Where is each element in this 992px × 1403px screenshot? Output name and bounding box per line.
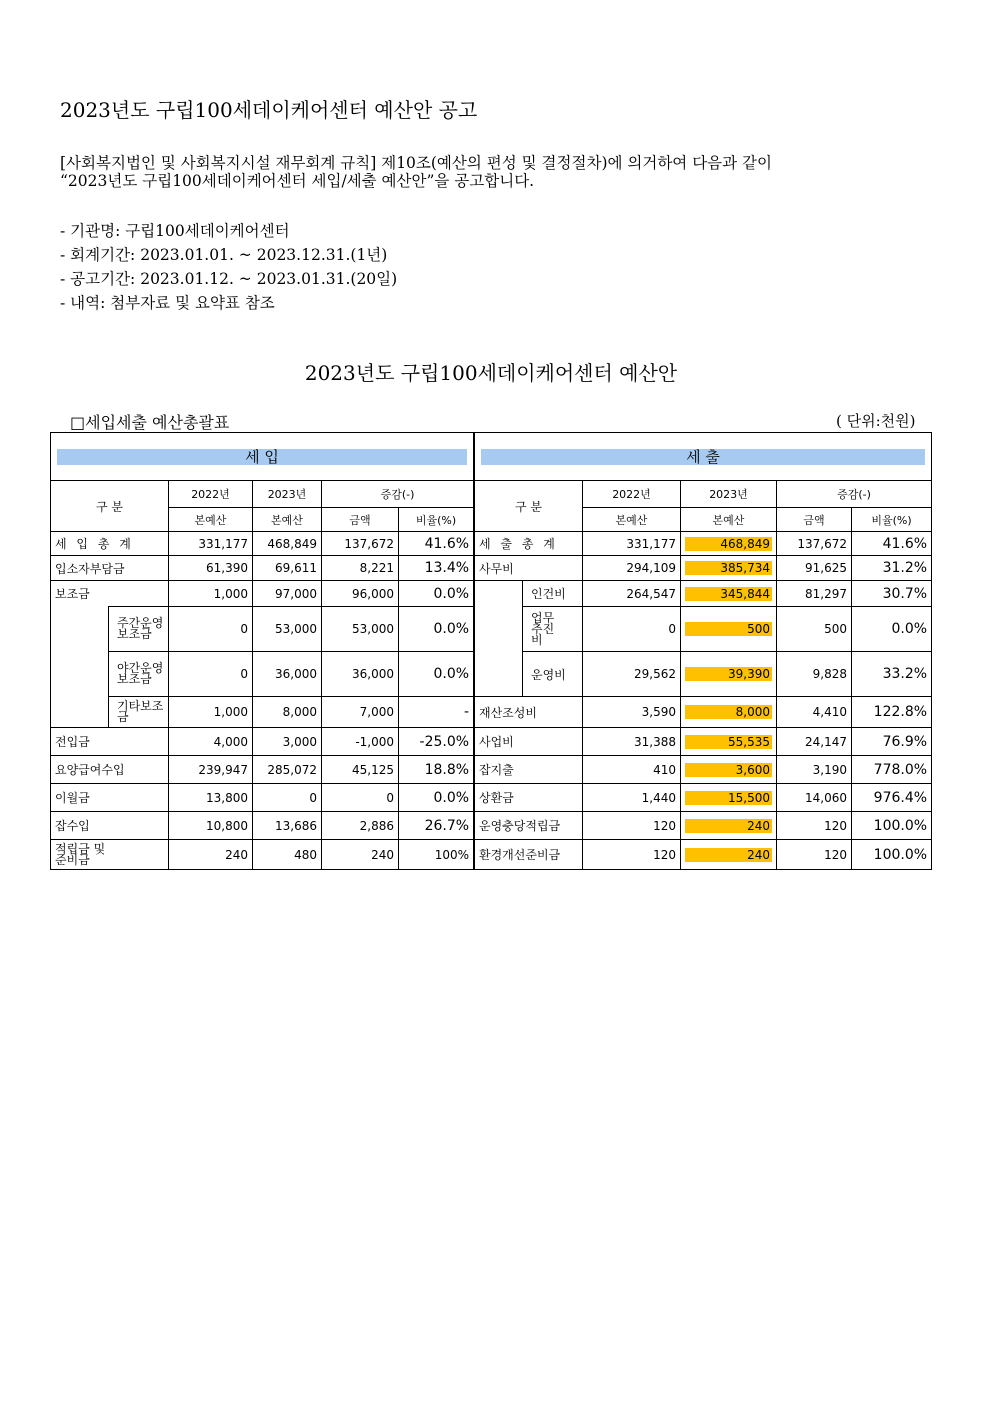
expense-2023-budget-header: 본예산 (681, 508, 777, 532)
info-notice-period: - 공고기간: 2023.01.12. ~ 2023.01.31.(20일) (60, 270, 398, 288)
intro-line-1: [사회복지법인 및 사회복지시설 재무회계 규칙] 제10조(예산의 편성 및 결정절차)에 의거하여 다음과 같이 (60, 154, 773, 172)
income-row-subsidy (51, 581, 474, 607)
income-row-carryover (51, 784, 474, 812)
change-ratio: 0.0% (399, 784, 474, 812)
info-agency: - 기관명: 구립100세데이케어센터 (60, 222, 290, 240)
intro-line-2: “2023년도 구립100세데이케어센터 세입/세출 예산안”을 공고합니다. (60, 172, 535, 190)
expense-change-header: 증감(-) (777, 481, 932, 508)
change-ratio: 122.8% (852, 697, 932, 728)
value-2022: 1,440 (583, 784, 681, 812)
change-amount: 45,125 (322, 756, 399, 784)
change-ratio: - (399, 697, 474, 728)
value-2023: 385,734 (685, 561, 772, 575)
income-row-total (51, 532, 474, 556)
expense-row-promotion (475, 607, 932, 652)
expense-row-env-reserve (475, 840, 932, 870)
change-ratio: -25.0% (399, 728, 474, 756)
expense-row-project (475, 728, 932, 756)
change-amount: 2,886 (322, 812, 399, 840)
expense-2022-header: 2022년 (583, 481, 681, 508)
change-ratio: 76.9% (852, 728, 932, 756)
change-amount: 53,000 (322, 607, 399, 652)
row-label (51, 840, 169, 870)
value-2023: 69,611 (253, 556, 322, 581)
income-header: 세 입 (57, 449, 467, 465)
change-ratio: 0.0% (399, 581, 474, 607)
value-2022: 410 (583, 756, 681, 784)
subsidy-group-spacer (51, 652, 109, 697)
row-label (523, 607, 583, 652)
expense-row-repayment (475, 784, 932, 812)
value-2022: 0 (583, 607, 681, 652)
change-ratio: 41.6% (399, 532, 474, 556)
row-label: 운영비 (523, 652, 583, 697)
unit-label: ( 단위:천원) (836, 412, 916, 430)
change-amount: 240 (322, 840, 399, 870)
office-group-spacer (475, 607, 523, 652)
value-2023: 97,000 (253, 581, 322, 607)
row-label: 이월금 (51, 784, 169, 812)
expense-row-office (475, 556, 932, 581)
expense-ratio-header: 비율(%) (852, 508, 932, 532)
expense-header-cell (475, 433, 932, 481)
income-2022-header: 2022년 (169, 481, 253, 508)
change-amount: 91,625 (777, 556, 852, 581)
change-amount: 137,672 (322, 532, 399, 556)
change-amount: 36,000 (322, 652, 399, 697)
value-2022: 10,800 (169, 812, 253, 840)
change-amount: 4,410 (777, 697, 852, 728)
change-ratio: 100.0% (852, 840, 932, 870)
value-2023: 53,000 (253, 607, 322, 652)
value-2022: 1,000 (169, 697, 253, 728)
income-2023-budget-header: 본예산 (253, 508, 322, 532)
value-2023: 8,000 (253, 697, 322, 728)
change-ratio: 778.0% (852, 756, 932, 784)
value-2022: 1,000 (169, 581, 253, 607)
row-label-text: 적립금 및 준비금 (55, 841, 106, 867)
value-2022: 294,109 (583, 556, 681, 581)
change-amount: -1,000 (322, 728, 399, 756)
expense-amount-header: 금액 (777, 508, 852, 532)
income-2022-budget-header: 본예산 (169, 508, 253, 532)
expense-category-header: 구 분 (475, 481, 583, 532)
value-2023: 15,500 (685, 791, 772, 805)
value-2022: 29,562 (583, 652, 681, 697)
income-row-misc (51, 812, 474, 840)
value-2023: 36,000 (253, 652, 322, 697)
summary-label: □세입세출 예산총괄표 (70, 413, 230, 432)
row-label: 상환금 (475, 784, 583, 812)
value-2023: 39,390 (685, 667, 772, 681)
office-group-spacer (475, 652, 523, 697)
value-2022: 3,590 (583, 697, 681, 728)
change-ratio: 0.0% (399, 652, 474, 697)
row-label: 사업비 (475, 728, 583, 756)
income-row-other-subsidy (51, 697, 474, 728)
change-amount: 96,000 (322, 581, 399, 607)
value-2023: 240 (685, 819, 772, 833)
subsidy-group-spacer (51, 697, 109, 728)
change-amount: 14,060 (777, 784, 852, 812)
value-2022: 264,547 (583, 581, 681, 607)
value-2023: 468,849 (685, 537, 772, 551)
value-2023: 3,600 (685, 763, 772, 777)
income-amount-header: 금액 (322, 508, 399, 532)
value-2023: 285,072 (253, 756, 322, 784)
income-row-admission (51, 556, 474, 581)
info-fiscal-period: - 회계기간: 2023.01.01. ~ 2023.12.31.(1년) (60, 246, 388, 264)
change-amount: 7,000 (322, 697, 399, 728)
value-2023: 480 (253, 840, 322, 870)
value-2023: 0 (253, 784, 322, 812)
row-label: 재산조성비 (475, 697, 583, 728)
change-ratio: 30.7% (852, 581, 932, 607)
expense-table (474, 432, 932, 870)
expense-row-misc (475, 756, 932, 784)
value-2023: 468,849 (253, 532, 322, 556)
row-label: 야간운영보조금 (109, 652, 169, 697)
change-amount: 81,297 (777, 581, 852, 607)
change-ratio: 0.0% (852, 607, 932, 652)
change-ratio: 18.8% (399, 756, 474, 784)
change-amount: 8,221 (322, 556, 399, 581)
row-label: 잡수입 (51, 812, 169, 840)
expense-row-op-reserve (475, 812, 932, 840)
expense-2022-budget-header: 본예산 (583, 508, 681, 532)
change-ratio: 33.2% (852, 652, 932, 697)
change-ratio: 31.2% (852, 556, 932, 581)
value-2022: 31,388 (583, 728, 681, 756)
income-header-cell (51, 433, 474, 481)
change-ratio: 26.7% (399, 812, 474, 840)
change-ratio: 976.4% (852, 784, 932, 812)
income-row-reserve (51, 840, 474, 870)
value-2023: 500 (685, 622, 772, 636)
income-row-transfer (51, 728, 474, 756)
value-2022: 331,177 (583, 532, 681, 556)
income-table (50, 432, 474, 870)
income-row-care-benefit (51, 756, 474, 784)
expense-row-personnel (475, 581, 932, 607)
expense-row-property (475, 697, 932, 728)
subsidy-group-spacer (51, 607, 109, 652)
change-amount: 0 (322, 784, 399, 812)
document-title: 2023년도 구립100세데이케어센터 예산안 공고 (60, 98, 478, 122)
value-2022: 0 (169, 607, 253, 652)
row-label: 환경개선준비금 (475, 840, 583, 870)
income-ratio-header: 비율(%) (399, 508, 474, 532)
value-2023: 345,844 (685, 587, 772, 601)
expense-2023-header: 2023년 (681, 481, 777, 508)
row-label: 인건비 (523, 581, 583, 607)
change-amount: 120 (777, 840, 852, 870)
row-label: 잡지출 (475, 756, 583, 784)
expense-row-total (475, 532, 932, 556)
expense-row-operation (475, 652, 932, 697)
income-change-header: 증감(-) (322, 481, 474, 508)
value-2023: 8,000 (685, 705, 772, 719)
office-group-spacer (475, 581, 523, 607)
table-title: 2023년도 구립100세데이케어센터 예산안 (304, 361, 678, 385)
value-2022: 120 (583, 840, 681, 870)
expense-header: 세 출 (481, 449, 925, 465)
income-2023-header: 2023년 (253, 481, 322, 508)
value-2022: 61,390 (169, 556, 253, 581)
row-label: 주간운영보조금 (109, 607, 169, 652)
value-2022: 331,177 (169, 532, 253, 556)
change-amount: 9,828 (777, 652, 852, 697)
change-amount: 500 (777, 607, 852, 652)
change-amount: 24,147 (777, 728, 852, 756)
row-label: 기타보조금 (109, 697, 169, 728)
row-label: 세 입 총 계 (51, 532, 169, 556)
row-label: 운영충당적립금 (475, 812, 583, 840)
income-row-day-subsidy (51, 607, 474, 652)
change-amount: 137,672 (777, 532, 852, 556)
change-ratio: 100% (399, 840, 474, 870)
value-2023: 240 (685, 848, 772, 862)
value-2023: 13,686 (253, 812, 322, 840)
change-amount: 120 (777, 812, 852, 840)
value-2023: 55,535 (685, 735, 772, 749)
row-label: 세 출 총 계 (475, 532, 583, 556)
change-ratio: 13.4% (399, 556, 474, 581)
value-2022: 239,947 (169, 756, 253, 784)
value-2023: 3,000 (253, 728, 322, 756)
income-category-header: 구 분 (51, 481, 169, 532)
row-label: 보조금 (51, 581, 169, 607)
value-2022: 240 (169, 840, 253, 870)
change-ratio: 41.6% (852, 532, 932, 556)
info-details: - 내역: 첨부자료 및 요약표 참조 (60, 294, 275, 312)
value-2022: 13,800 (169, 784, 253, 812)
value-2022: 120 (583, 812, 681, 840)
value-2022: 4,000 (169, 728, 253, 756)
row-label: 요양급여수입 (51, 756, 169, 784)
change-ratio: 0.0% (399, 607, 474, 652)
row-label: 전입금 (51, 728, 169, 756)
row-label: 입소자부담금 (51, 556, 169, 581)
value-2022: 0 (169, 652, 253, 697)
row-label: 사무비 (475, 556, 583, 581)
row-label-text: 업무추진비 (531, 610, 555, 647)
change-ratio: 100.0% (852, 812, 932, 840)
income-row-night-subsidy (51, 652, 474, 697)
change-amount: 3,190 (777, 756, 852, 784)
